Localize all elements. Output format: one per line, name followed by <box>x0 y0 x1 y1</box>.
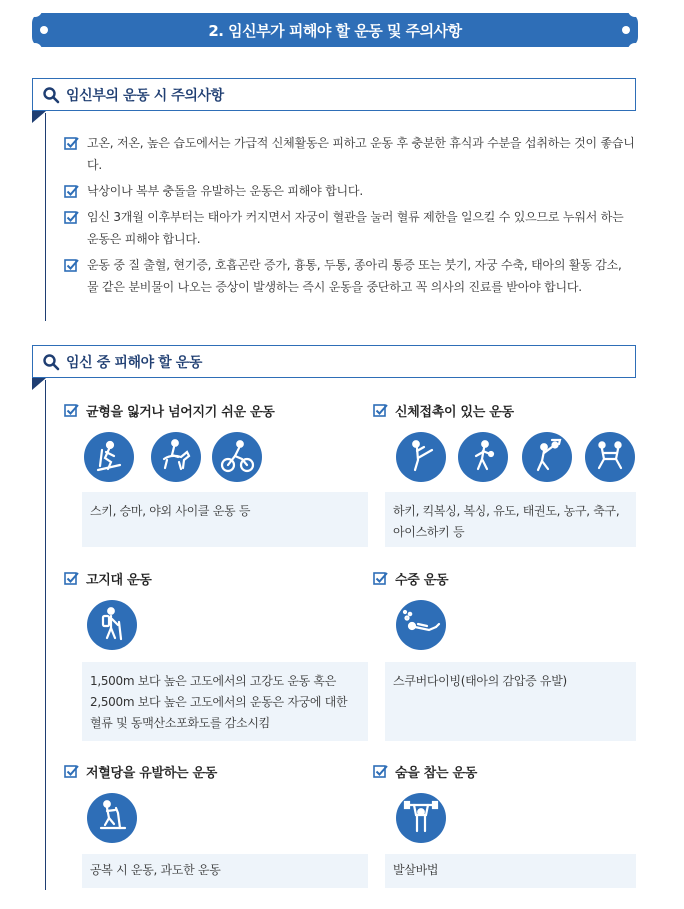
list-item: 운동 중 질 출혈, 현기증, 호흡곤란 증가, 흉통, 두통, 종아리 통증 또는 붓기, 자궁 수축, 태아의 활동 감소, 물 같은 분비물이 나오는 증상이 발생하는 즉시 운동을 중단하고 꼭 의사의 진료를 받아야 합니다. <box>64 254 636 298</box>
banner-notch <box>28 43 42 51</box>
card-description: 발살바법 <box>385 854 636 888</box>
precaution-list <box>64 132 636 302</box>
section-title: 임신부의 운동 시 주의사항 <box>66 87 224 104</box>
banner-notch <box>628 43 642 51</box>
search-icon <box>42 86 60 104</box>
header-corner <box>32 378 46 390</box>
weightlifting-icon <box>396 793 446 843</box>
section-title: 임신 중 피해야 할 운동 <box>66 354 203 371</box>
header-corner <box>32 111 46 123</box>
scuba-diving-icon <box>396 600 446 650</box>
checkbox-icon <box>64 258 79 273</box>
card-description: 스쿠버다이빙(태아의 감압증 유발) <box>385 662 636 741</box>
judo-icon <box>585 432 635 482</box>
checkbox-icon <box>373 764 388 779</box>
checkbox-icon <box>64 136 79 151</box>
checkbox-icon <box>373 571 388 586</box>
search-icon <box>42 353 60 371</box>
basketball-icon <box>522 432 572 482</box>
list-item: 낙상이나 복부 충돌을 유발하는 운동은 피해야 합니다. <box>64 180 636 202</box>
card-title-contact: 신체접촉이 있는 운동 <box>373 401 514 420</box>
hiking-icon <box>87 600 137 650</box>
card-description: 1,500m 보다 높은 고도에서의 고강도 운동 혹은 2,500m 보다 높은 고도에서의 운동은 자궁에 대한 혈류 및 동맥산소포화도를 감소시킴 <box>82 662 368 741</box>
section-rule <box>45 380 46 890</box>
card-description: 하키, 킥복싱, 복싱, 유도, 태권도, 농구, 축구, 아이스하키 등 <box>385 492 636 547</box>
card-description: 공복 시 운동, 과도한 운동 <box>82 854 368 888</box>
card-title-altitude: 고지대 운동 <box>64 569 152 588</box>
skiing-icon <box>84 432 134 482</box>
banner-notch <box>28 9 42 17</box>
section-header-avoid-exercises <box>32 345 636 378</box>
list-item: 임신 3개월 이후부터는 태아가 커지면서 자궁이 혈관을 눌러 혈류 제한을 일으킬 수 있으므로 누워서 하는 운동은 피해야 합니다. <box>64 206 636 250</box>
boxing-icon <box>458 432 508 482</box>
banner-dot <box>40 26 48 34</box>
checkbox-icon <box>64 571 79 586</box>
checkbox-icon <box>64 210 79 225</box>
checkbox-icon <box>64 403 79 418</box>
list-item: 고온, 저온, 높은 습도에서는 가급적 신체활동은 피하고 운동 후 충분한 휴식과 수분을 섭취하는 것이 좋습니다. <box>64 132 636 176</box>
banner-dot <box>622 26 630 34</box>
banner-notch <box>628 9 642 17</box>
checkbox-icon <box>64 184 79 199</box>
section-rule <box>45 113 46 321</box>
card-title-breath-holding: 숨을 참는 운동 <box>373 762 477 781</box>
checkbox-icon <box>64 764 79 779</box>
checkbox-icon <box>373 403 388 418</box>
section-header-precautions <box>32 78 636 111</box>
page-banner <box>32 13 638 47</box>
card-title-balance: 균형을 잃거나 넘어지기 쉬운 운동 <box>64 401 275 420</box>
kickboxing-icon <box>396 432 446 482</box>
cycling-icon <box>212 432 262 482</box>
horse-riding-icon <box>151 432 201 482</box>
banner-title: 2. 임신부가 피해야 할 운동 및 주의사항 <box>208 21 462 40</box>
card-title-hypoglycemia: 저혈당을 유발하는 운동 <box>64 762 217 781</box>
treadmill-icon <box>87 793 137 843</box>
card-title-aquatic: 수중 운동 <box>373 569 448 588</box>
card-description: 스키, 승마, 야외 사이클 운동 등 <box>82 492 368 547</box>
